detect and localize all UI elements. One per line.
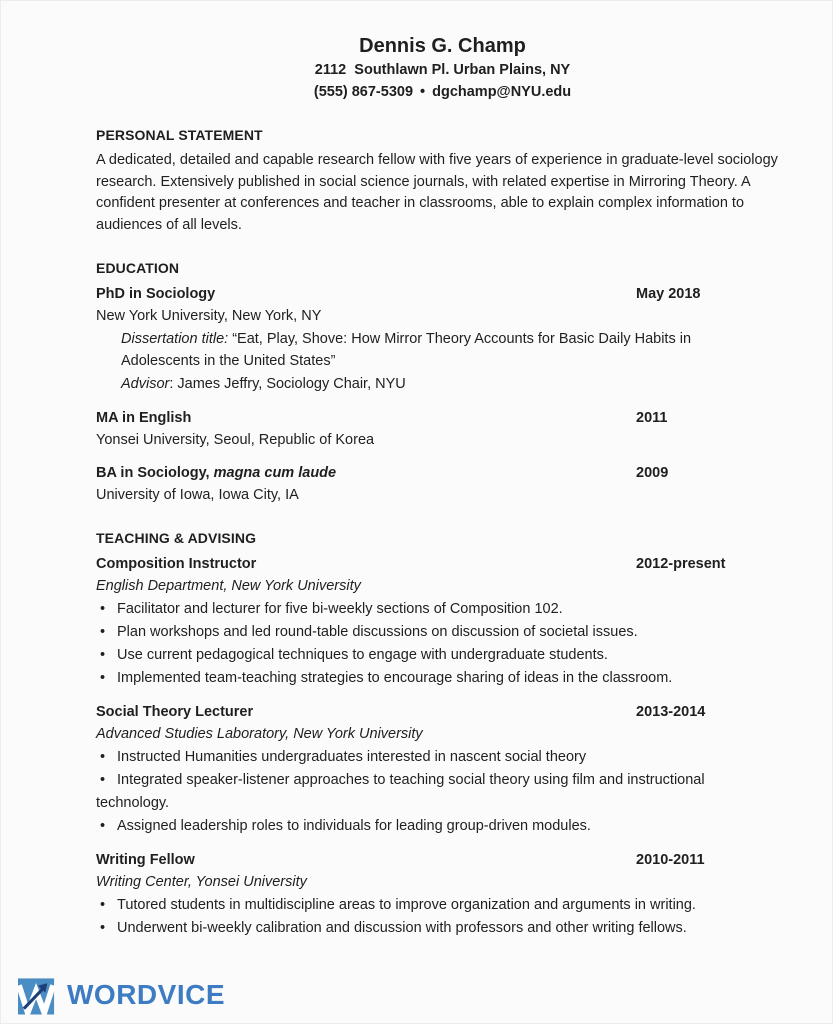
job-date: 2012-present — [636, 555, 726, 572]
job-row — [96, 701, 789, 723]
address-line: 2112 Southlawn Pl. Urban Plains, NY — [314, 62, 571, 78]
bullet-text: Implemented team-teaching strategies to encourage sharing of ideas in the classroom. — [117, 669, 673, 686]
bullet-text: Facilitator and lecturer for five bi-weekly sections of Composition 102. — [117, 600, 563, 617]
bullet-item — [96, 644, 756, 667]
wordvice-logo-text: WORDVICE — [67, 979, 225, 1010]
bullet-glyph: • — [100, 817, 106, 834]
degree-row — [96, 283, 789, 305]
job-bullets — [96, 746, 789, 838]
degree-date: May 2018 — [636, 286, 701, 302]
phone-number: (555) 867-5309 — [313, 84, 414, 100]
teaching-entry-social-theory-lecturer — [96, 701, 789, 838]
degree-title: MA in English — [96, 409, 192, 426]
education-entry-ba — [96, 462, 789, 506]
bullet-item — [96, 894, 756, 917]
contact-line — [96, 81, 789, 103]
dissertation-text: “Eat, Play, Shove: How Mirror Theory Accounts for Basic Daily Habits in Adolescents in the United States” — [121, 331, 692, 369]
resume-header — [96, 33, 789, 103]
dissertation-detail — [121, 329, 746, 372]
bullet-glyph: • — [100, 771, 106, 788]
job-title: Writing Fellow — [96, 851, 195, 868]
job-title: Composition Instructor — [96, 555, 257, 572]
personal-statement-section — [96, 125, 789, 236]
email-address: dgchamp@NYU.edu — [432, 84, 572, 100]
degree-date: 2011 — [636, 409, 668, 426]
job-bullets — [96, 598, 789, 690]
teaching-entry-composition-instructor — [96, 553, 789, 690]
degree-honors: magna cum laude — [209, 464, 337, 481]
resume-content — [1, 1, 832, 940]
job-organization: English Department, New York University — [96, 577, 361, 594]
advisor-text: : James Jeffry, Sociology Chair, NYU — [169, 376, 406, 392]
bullet-separator: • — [420, 84, 426, 100]
bullet-item — [96, 621, 756, 644]
job-title: Social Theory Lecturer — [96, 703, 254, 720]
bullet-glyph: • — [100, 896, 106, 913]
bullet-glyph: • — [100, 919, 106, 936]
job-organization: Writing Center, Yonsei University — [96, 873, 307, 890]
bullet-glyph: • — [100, 600, 106, 617]
bullet-text: Plan workshops and led round-table discussions on discussion of societal issues. — [117, 623, 638, 640]
institution: University of Iowa, Iowa City, IA — [96, 486, 299, 503]
wordvice-logo-icon — [18, 975, 57, 1015]
teaching-entry-writing-fellow — [96, 849, 789, 940]
bullet-text: Tutored students in multidiscipline areas to improve organization and arguments in writing. — [117, 896, 696, 913]
advisor-label: Advisor — [121, 376, 170, 392]
institution: New York University, New York, NY — [96, 308, 322, 324]
bullet-text: Use current pedagogical techniques to engage with undergraduate students. — [117, 646, 608, 663]
teaching-section — [96, 528, 789, 940]
job-bullets — [96, 894, 789, 940]
bullet-item — [96, 917, 756, 940]
advisor-detail — [121, 374, 746, 396]
section-heading-teaching: TEACHING & ADVISING — [96, 529, 257, 546]
personal-statement-text: A dedicated, detailed and capable research fellow with five years of experience in graduate-level sociology research. Extensively published in social science journals, with related expertise in Mirroring Theory. A confident presenter at conferences and teacher in classrooms, able to explain complex information to audiences of all levels. — [96, 152, 778, 233]
dissertation-label: Dissertation title: — [121, 331, 229, 347]
education-entry-ma — [96, 407, 789, 451]
wordvice-logo — [18, 974, 225, 1016]
degree-details — [121, 329, 746, 396]
bullet-glyph: • — [100, 623, 106, 640]
bullet-glyph: • — [100, 748, 106, 765]
section-heading-education: EDUCATION — [96, 260, 180, 276]
bullet-glyph: • — [100, 669, 106, 686]
job-organization: Advanced Studies Laboratory, New York University — [96, 725, 423, 742]
bullet-text: Assigned leadership roles to individuals for leading group-driven modules. — [117, 817, 591, 834]
bullet-item — [96, 815, 756, 838]
bullet-text: Underwent bi-weekly calibration and discussion with professors and other writing fellows. — [117, 919, 687, 936]
degree-date: 2009 — [636, 464, 669, 481]
job-date: 2010-2011 — [636, 851, 705, 868]
job-row — [96, 553, 789, 575]
education-entry-phd — [96, 283, 789, 396]
degree-title: BA in Sociology, — [96, 464, 210, 481]
degree-row — [96, 407, 789, 429]
job-date: 2013-2014 — [636, 703, 706, 720]
degree-row — [96, 462, 789, 484]
bullet-item — [96, 667, 756, 690]
bullet-item — [96, 746, 756, 769]
section-heading-personal-statement: PERSONAL STATEMENT — [96, 127, 263, 143]
bullet-glyph: • — [100, 646, 106, 663]
job-row — [96, 849, 789, 871]
education-section — [96, 258, 789, 506]
bullet-text: Instructed Humanities undergraduates interested in nascent social theory — [117, 748, 587, 765]
candidate-name: Dennis G. Champ — [359, 35, 526, 57]
bullet-text: Integrated speaker-listener approaches to teaching social theory using film and instructional technology. — [96, 771, 705, 811]
bullet-item — [96, 598, 756, 621]
degree-title: PhD in Sociology — [96, 286, 216, 302]
institution: Yonsei University, Seoul, Republic of Korea — [96, 431, 375, 448]
bullet-item — [96, 769, 756, 815]
